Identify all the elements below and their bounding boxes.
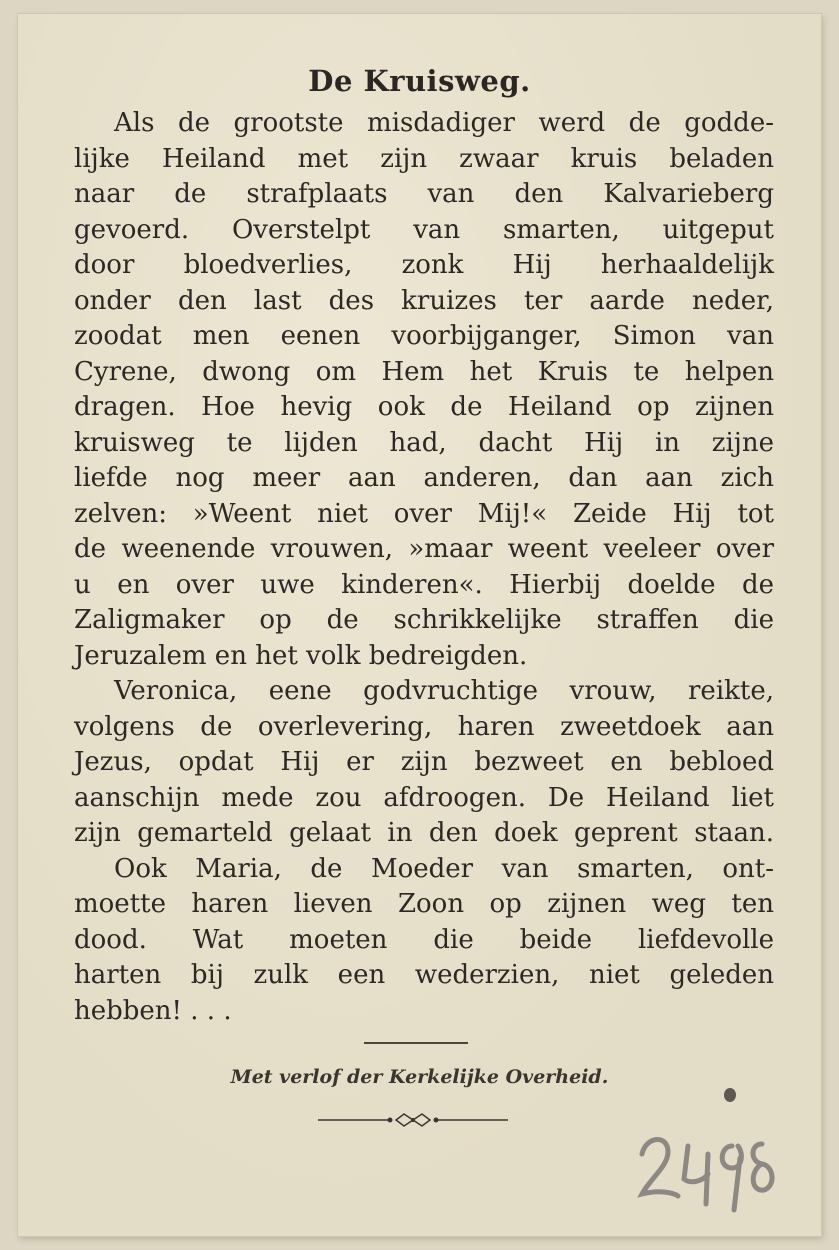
ink-spot bbox=[724, 1088, 736, 1102]
imprimatur-text: Met verlof der Kerkelijke Overheid. bbox=[230, 1066, 609, 1088]
text-line: naar de strafplaats van den Kalvarieberg bbox=[74, 179, 774, 209]
text-line: Ook Maria, de Moeder van smarten, ont- bbox=[114, 853, 774, 884]
text-line: u en over uwe kinderen«. Hierbij doelde de bbox=[74, 569, 774, 600]
text-line: zijn gemarteld gelaat in den doek geprent staan. bbox=[74, 818, 774, 848]
text-line: door bloedverlies, zonk Hij herhaaldelijk bbox=[74, 250, 774, 280]
devotional-card bbox=[18, 14, 821, 1236]
body-text bbox=[74, 106, 774, 1029]
text-line: kruisweg te lijden had, dacht Hij in zijne bbox=[74, 427, 774, 458]
ornament-icon bbox=[318, 1110, 508, 1130]
text-line: zoodat men eenen voorbijganger, Simon van bbox=[74, 321, 774, 351]
text-line: moette haren lieven Zoon op zijnen weg ten bbox=[74, 889, 774, 919]
text-line: dood. Wat moeten die beide liefdevolle bbox=[74, 924, 774, 955]
handwritten-number bbox=[628, 1124, 778, 1219]
text-line: aanschijn mede zou afdroogen. De Heiland liet bbox=[74, 782, 774, 813]
text-line: liefde nog meer aan anderen, dan aan zich bbox=[74, 463, 774, 493]
text-line: hebben! . . . bbox=[74, 995, 232, 1026]
text-line: zelven: »Weent niet over Mij!« Zeide Hij tot bbox=[74, 498, 774, 529]
text-line: harten bij zulk een wederzien, niet geleden bbox=[74, 960, 774, 990]
text-line: Jezus, opdat Hij er zijn bezweet en bebloed bbox=[74, 747, 774, 777]
text-line: Jeruzalem en het volk bedreigden. bbox=[74, 640, 528, 671]
text-line: Veronica, eene godvruchtige vrouw, reikte, bbox=[114, 676, 774, 706]
text-line: gevoerd. Overstelpt van smarten, uitgeput bbox=[74, 214, 774, 245]
text-line: dragen. Hoe hevig ook de Heiland op zijnen bbox=[74, 392, 774, 422]
text-line: Zaligmaker op de schrikkelijke straffen die bbox=[74, 605, 774, 635]
text-line: de weenende vrouwen, »maar weent veeleer over bbox=[74, 534, 774, 564]
text-line: onder den last des kruizes ter aarde neder, bbox=[74, 285, 774, 316]
text-line: volgens de overlevering, haren zweetdoek aan bbox=[74, 711, 774, 742]
text-line: lijke Heiland met zijn zwaar kruis beladen bbox=[74, 143, 774, 174]
text-line: Als de grootste misdadiger werd de godde- bbox=[114, 108, 774, 138]
text-line: Cyrene, dwong om Hem het Kruis te helpen bbox=[74, 356, 774, 387]
card-title: De Kruisweg. bbox=[308, 64, 531, 98]
divider-rule bbox=[364, 1042, 468, 1044]
